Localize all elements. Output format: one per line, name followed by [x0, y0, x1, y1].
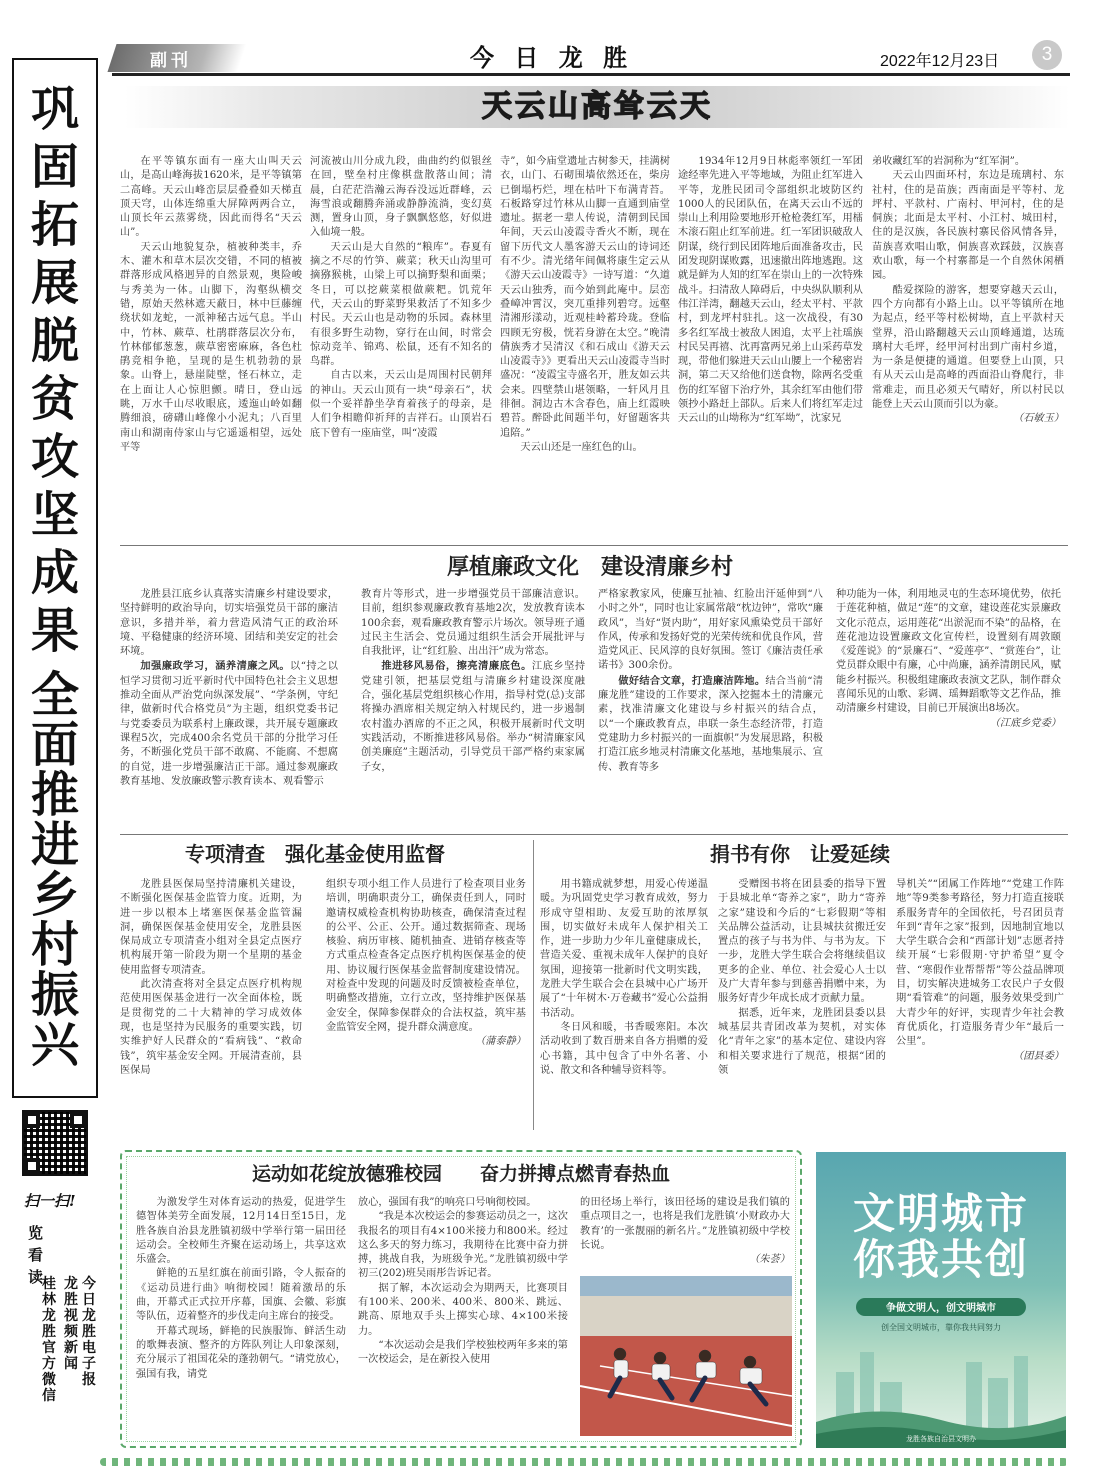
paragraph: 放心，强国有我”的响亮口号响彻校园。 [358, 1197, 537, 1208]
paragraph: 天云山四面环村，东边是琉璃村、东社村，住的是苗族；西南面是平等村、龙坪村、平款村、广南村、甲河村，住的是侗族；北面是太平村、小江村、城田村，住的是汉族，各民族村寨民俗风情各异，苗族喜欢唱山歌，侗族喜欢踩鼓，汉族喜欢山歌，每一个村寨都是一个自然休闲栖园。 [872, 170, 1064, 282]
paragraph: 天云山地貌复杂，植被种类丰，乔木、灌木和草木层次交错，不同的植被群落形成风格迥异的自然景观，奥险峻与秀美为一体。山脚下，沟壑纵横交错，原始天然林遮天蔽日，林中巨藤缠绕状如龙蛇，一派神秘古远气息。半山中，竹林、蕨草、杜鹃群落层次分布，竹林郁郁葱葱，蕨草密密麻麻，各色杜鹃竞相争艳，呈现的是生机勃勃的景象。山脊上，悬崖陡壁，怪石林立，走在上面让人心惊胆颤。晴日，登山远眺，万水千山尽收眼底，逶迤山岭如翻腾细浪，磅礴山峰像小小泥丸；八百里南山和湖南侍家山与它遥遥相望，远处平等 [120, 241, 302, 453]
qr-corner-tl [24, 1112, 40, 1128]
article3-col-2 [326, 878, 526, 1128]
paragraph: 弟收藏红军的岩洞称为“红军洞”。 [872, 156, 1026, 167]
poster-sub: 创全国文明城市，靠你我共同努力 [881, 1323, 1001, 1332]
civilization-poster [816, 1152, 1066, 1448]
slogan-1: 巩固拓展脱贫攻坚成果 [30, 81, 79, 659]
subhead: 做好结合文章，打造廉洁阵地。 [618, 674, 766, 687]
paragraph: 组织专项小组工作人员进行了检查项目业务培训，明确职责分工，确保责任到人，同时邀请权威检查机构协助核查，确保清查过程的公平、公正、公开。通过数据筛查、现场核验、病历审核、随机抽查、进销存核查等方式重点检查各定点医疗机构医保基金的使用、协议履行医保基金监督制度建设情况。对检查中发现的问题及时反馈被检查单位，明确整改措施，立行立改，坚持维护医保基金安全，保障参保群众的合法权益，筑牢基金监管安全网，提升群众满意度。 [326, 879, 526, 1033]
paragraph: 龙胜县医保局坚持清廉机关建设，不断强化医保基金监管力度。近期，为进一步以根本上堵塞医保基金监管漏洞，确保医保基金使用安全，龙胜县医保局成立专项清查小组对全县定点医疗机构展开第一阶段为期一个星期的基金使用监督专项清查。 [120, 879, 302, 976]
channel-item[interactable]: 桂林龙胜官方微信 [42, 1276, 56, 1404]
poster-title-2: 你我共创 [852, 1235, 1029, 1284]
paragraph-text: 江底乡坚持党建引领，把基层党组与清廉乡村建设深度融合，强化基层党组织核心作用，指导村党(总)支部将操办酒席相关规定纳入村规民约，进一步遏制农村滥办酒席的不正之风，积极开展新时代文明实践活动，不断推进移风易俗。举办“树清廉家风创美廉庭”主题活动，引导党员干部严格约束家属子女， [361, 661, 585, 773]
paragraph [120, 659, 338, 789]
paragraph: 在平等镇东面有一座大山叫天云山，是高山峰海拔1620米，是平等镇第二高峰。天云山峰峦层层叠叠如天梯直顶天穹，山体连绵重大屏障两两合立，山顶长年云蒸雾绕，因此而得名“天云山”。 [120, 156, 302, 239]
article4-title: 捐书有你 让爱延续 [710, 842, 890, 866]
paragraph: 天云山是大自然的“粮库”。春夏有摘之不尽的竹笋、蕨菜；秋天山沟里可摘猕猴桃，山梁上可以摘野梨和面栗；冬日，可以挖蕨菜根做蕨粑。饥荒年代，天云山的野菜野果救活了不知多少村民。天云山也是动物的乐园。森林里有很多野生动物，穿行在山间，时常会惊动竞羊、锦鸡、松鼠，还有不知名的鸟群。 [310, 241, 492, 368]
article4-col-3 [896, 878, 1064, 1128]
subhead: 加强廉政学习，涵养清廉之风。 [140, 660, 291, 673]
article1-title: 天云山高耸云天 [482, 89, 713, 124]
paragraph: 鲜艳的五星红旗在前面引路，令人振奋的《运动员进行曲》响彻校园！随着激昂的乐曲，开幕式正式拉开序幕，国旗、会徽、彩旗等队伍，迈着整齐的步伐走向主席台的接受。 [136, 1268, 346, 1323]
issue-date: 2022年12月23日 [880, 53, 1000, 70]
sports-photo [580, 1276, 792, 1436]
paragraph: 酷爱探险的游客，想要穿越天云山，四个方向都有小路上山。以平等镇所在地为起点，经平等村松树坳，直上平款村天堂界，沿山路翻越天云山顶峰通道，达琉璃村大毛坪，经甲河村出到广南村乡道，为一条是便捷的通道。但要登上山顶，只有从天云山是高峰的西面沿山脊爬行，非常难走，而且必须天气晴好，所以村民以能登上天云山顶而引以为豪。 [872, 284, 1064, 411]
qr-corner-tr [70, 1112, 86, 1128]
article3-title: 专项清查 强化基金使用监督 [185, 842, 445, 866]
paragraph: 自古以来，天云山是周围村民朝拜的神山。天云山顶有一块“母亲石”，状似一个妥祥静坐孕育着孩子的母亲，是人们争相瞻仰祈拜的吉祥石。山顶岩石底下曾有一座庙堂，叫“凌霞 [310, 370, 492, 439]
article5-col-1 [136, 1196, 346, 1436]
article1-col-1 [120, 155, 302, 540]
slogan-2: 全面推进乡村振兴 [30, 667, 79, 1073]
subhead: 推进移风易俗，擦亮清廉底色。 [381, 660, 532, 673]
paragraph: 教育片等形式，进一步增强党员干部廉洁意识。目前，组织参观廉政教育基地2次，发放教育读本100余套，观看廉政教育警示片场次。领导班子通过民主生活会、党员通过组织生活会开展批评与自我批评，让“红红脸、出出汗”成为常态。 [361, 589, 585, 658]
channel-list [42, 1276, 110, 1426]
article5-col-3 [580, 1196, 790, 1271]
paragraph: “本次运动会是我们学校独校两年多来的第一次校运会，是在新投入使用 [358, 1339, 568, 1366]
byline: （江底乡党委） [989, 717, 1061, 729]
page-number-text: 3 [1041, 44, 1053, 65]
poster-cityscape [816, 1342, 1066, 1448]
divider [120, 545, 1068, 546]
article3-col-1 [120, 878, 302, 1128]
article1-col-3 [500, 155, 670, 540]
divider [120, 834, 1068, 835]
photo-building [580, 1296, 792, 1336]
paragraph: 龙胜县江底乡认真落实清廉乡村建设要求，坚持鲜明的政治导向，切实培强党员干部的廉洁意识，多措并举，着力营造风清气正的政治环境、平稳健康的经济环境、团结和美安定的社会环境。 [120, 589, 338, 658]
article4-col-1 [540, 878, 708, 1128]
masthead: 今 日 龙 胜 [470, 43, 634, 72]
byline: （蒲泰静） [475, 1036, 526, 1048]
paragraph: 1934年12月9日林彪率领红一军团途经率先进入平等地域，为阻止红军进入平等，龙胜民团司令部组织北坡防区约1000人的民团队伍，在离天云山不远的崇山上利用险要地形开枪枪袭红军，用檑木滚石阻止红军前进。红一军团识破敌人阴谋，绕行到民团阵地后面准备攻击，民团发现阴谋败露，迅速撤出阵地逃跑。这就是鲜为人知的红军在崇山上的一次特殊战斗。扫清敌人障碍后，中央纵队顺利从伟江洋湾，翻越天云山，经太平村、平款村，到龙坪村驻扎。这一次战役，有30多名红军战士被敌人困追，太平上社瑶族村民吴再禧、沈再富两兄弟上山采药草发现，带他们躲进天云山山腰上一个秘密岩洞，第二天又给他们送食物，除两名受重伤的红军留下治疗外，其余红军由他们带领抄小路赶上部队。后来人们将红军走过天云山的山坳称为“红军坳”，沈家兄 [678, 156, 863, 425]
article4-col-2 [718, 878, 886, 1128]
article5-col-2 [358, 1196, 568, 1436]
paragraph: 为激发学生对体育运动的热爱，促进学生德智体美劳全面发展，12月14日至15日，龙胜各族自治县龙胜镇初级中学举行第一届田径运动会。全校师生齐聚在运动场上，共享这欢乐盛会。 [136, 1197, 346, 1266]
poster-footer: 龙胜各族自治县文明办 [906, 1435, 976, 1443]
article2-col-1 [120, 588, 338, 828]
paragraph: 寺”，如今庙堂遗址古树参天，挂满树衣，山门、石砌围墙依然还在，柴房已倒塌朽烂，埋在枯叶下布满青苔。石板路穿过竹林从山脚一直通到庙堂遗址。据老一辈人传说，清朝到民国年间，天云山凌霞寺香火不断，现在留下历代文人墨客游天云山的诗词还有不少。清光绪年间佩将康生定云从《游天云山凌霞寺》一诗写道：“久道天云山独秀，而今始到此庵中。层峦叠嶂冲霄汉，突兀重排列碧穹。远壑清湘形漾动，近观桂岭蓄玲珑。登临四顾无穷极，恍若身游在太空。”晚清倩族秀才吴清汉《和石成山《游天云山凌霞寺》》更看出天云山凌霞寺当时盛况：“凌霞宝寺盛名开，胜友如云共会来。四壁禁山堪领略，一轩风月且徘徊。洞边古木含春色，庙上红霞映碧苔。醉卧此间题半句，好留题客共追陪。” [500, 156, 670, 439]
paragraph: 此次清查将对全县定点医疗机构规范使用医保基金进行一次全面体检，既是贯彻党的二十大精神的学习成效体现，也是坚持为民服务的重要实践，切实维护好人民群众的“看病钱”、“救命钱”，筑牢基金安全网。开展清查前，县医保局 [120, 979, 302, 1076]
paragraph: 开幕式现场，鲜艳的民族服饰、鲜活生动的歌舞表演、整齐的方阵队列让人印象深刻，充分展示了祖国花朵的蓬勃朝气。“请党放心，强国有我，请党 [136, 1325, 346, 1380]
article2-title: 厚植廉政文化 建设清廉乡村 [446, 554, 733, 580]
paragraph: 导机关”“团属工作阵地”“党建工作阵地”等9类参考路径，努力打造直接联系服务青年的全国依托，号召团员青年到“青年之家”报到，因地制宜地以大学生联合会和“西部计划”志愿者持续开展“七彩假期·守护希望”夏令营、“寒假作业帮帮帮”等公益品牌项目，切实解决进城务工农民户子女假期“看管难”的问题，服务效果受到广大青少年的好评，实现青少年社会教育优质化，打造服务青少年“最后一公里”。 [896, 879, 1064, 1048]
byline: （石敏玉） [1013, 413, 1064, 425]
channel-item[interactable]: 今日龙胜电子报 [82, 1276, 96, 1388]
paragraph: “我是本次校运会的参赛运动员之一，这次我报名的项目有4×100米接力和800米。经过这么多天的努力练习，我期待在比赛中奋力拼搏，挑战自我，为班级争光。”龙胜镇初级中学初三(202)班吴雨彤告诉记者。 [358, 1211, 568, 1280]
channel-item[interactable]: 龙胜视频新闻 [64, 1276, 78, 1372]
paragraph: 受赠图书将在团县委的指导下置于县城北单“寄养之家”，助力“寄养之家”建设和今后的“七彩假期”等相关品牌公益活动，让县城扶贫搬迁安置点的孩子与书为伴、与书为友。下一步，龙胜大学生联合会将继续倡议更多的企业、单位、社会爱心人士以及广大青年参与到慈善捐赠中来，为服务好青少年成长成才贡献力量。 [718, 879, 886, 1005]
paragraph: 的田径场上举行，该田径场的建设是我们镇的重点项目之一，也将是我们龙胜镇‘小财政办大教育’的一张靓丽的新名片。”龙胜镇初级中学校长说。 [580, 1197, 790, 1251]
divider [533, 840, 534, 1130]
paragraph: 据悉，近年来，龙胜团县委以县城基层共青团改革为契机，对实体化“青年之家”的基本定位、建设内容和相关要求进行了规范，根据“团的领 [718, 1007, 886, 1076]
article1-col-4 [678, 155, 863, 540]
section-label: 副刊 [150, 51, 192, 71]
byline: （朱荟） [749, 1254, 790, 1266]
article2-col-4 [836, 588, 1061, 828]
paragraph: 据了解，本次运动会为期两天，比赛项目有100米、200米、400米、800米、跳远、跳高、原地双手头上掷实心球、4×100米接力。 [358, 1282, 568, 1337]
article5-title: 运动如花绽放德雅校园 奋力拼搏点燃青春热血 [251, 1163, 670, 1185]
paragraph: 河流被山川分成九段，曲曲约约似银丝在回，壁垒村庄像棋盘散落山间；清晨，白茫茫浩瀚云海吞没远近群峰，云海雪浪或翻腾奔涌或静静流淌，变幻莫测，置身山顶，身子飘飘悠悠，好似进入仙境一般。 [310, 156, 492, 239]
qr-corner-bl [24, 1158, 40, 1174]
paragraph [361, 659, 585, 774]
paragraph: 种功能为一体，利用地灵屯的生态环境优势，依托于莲花种植，做足“莲”的文章，建设莲花实景廉政文化示范点，运用莲花“出淤泥而不染”的品格，在莲花池边设置廉政文化宣传栏，设置刻有周敦颐《爱莲说》的“景廉石”、“爱莲亭”、“赏莲台”，让党员群众眼中有廉，心中尚廉，涵养清朗民风，赋能乡村振兴。积极组建廉政表演文艺队，制作群众喜闻乐见的山歌、彩调、瑶舞蹈歌等文艺作品，推动清廉乡村建设，目前已开展演出8场次。 [836, 589, 1061, 715]
paragraph-text: 以“持之以恒学习贯彻习近平新时代中国特色社会主义思想推动全面从严治党向纵深发展”、“学条例，守纪律，做新时代合格党员”为主题，组织党委书记与党委委员为联系村上廉政课，共开展专题廉政课程5次，完成400余名党员干部的分批学习任务，不断强化党员干部不敢腐、不能腐、不想腐的自觉，进一步增强廉洁正干部。通过参观廉政教育基地、发放廉政警示教育读本、观看警示 [120, 661, 338, 787]
scan-label: 扫一扫! [24, 1192, 76, 1210]
read-label-text: 览看读 [28, 1224, 44, 1286]
byline: （团县委） [1013, 1050, 1064, 1062]
page-number [1032, 40, 1062, 70]
paragraph [598, 674, 823, 775]
paragraph: 用书籍成就梦想，用爱心传递温暖。为巩固党史学习教育成效，努力形成守望相助、友爱互助的浓厚氛围，切实做好未成年人保护相关工作，进一步助力少年儿童健康成长，营造关爱、重视未成年人保护的良好氛围，迎接第一批新时代文明实践，龙胜大学生联合会在县城中心广场开展了“十年树木·万卷藏书”爱心公益捐书活动。 [540, 879, 708, 1019]
poster-slogan: 争做文明人，创文明城市 [886, 1303, 996, 1314]
article1-col-2 [310, 155, 492, 540]
article2-col-2 [361, 588, 585, 828]
bottom-ornament [100, 1458, 1068, 1466]
article2-col-3 [598, 588, 823, 828]
paragraph: 严格家教家风，使廉互扯袖、红脸出汗延伸到“八小时之外”，同时也让家属常敲“枕边钟”，常吹“廉政风”，当好“贤内助”，用好家风熏染党员干部好作风，传承和发扬好党的光荣传统和优良作风，营造党风正、民风淳的良好氛围。签订《廉洁责任承诺书》300余份。 [598, 589, 823, 672]
article1-col-5 [872, 155, 1064, 540]
poster-title-1: 文明城市 [852, 1189, 1029, 1238]
header-rule [112, 73, 1070, 76]
paragraph-text: 结合当前“清廉龙胜”建设的工作要求，深入挖掘本土的清廉元素，找准清廉文化建设与乡村振兴的结合点，以“一个廉政教育点，串联一条生态经济带，打造党建助力乡村振兴的一面旗帜”为发展思路，积极打造江底乡地灵村清廉文化基地，基地集展示、宣传、教育等多 [598, 675, 823, 773]
paragraph: 冬日风和暖，书香暖寒阳。本次活动收到了数百册来自各方捐赠的爱心书籍，其中包含了中外名著、小说、散文和各种辅导资料等。 [540, 1021, 708, 1076]
paragraph: 天云山还是一座红色的山。 [520, 441, 643, 453]
